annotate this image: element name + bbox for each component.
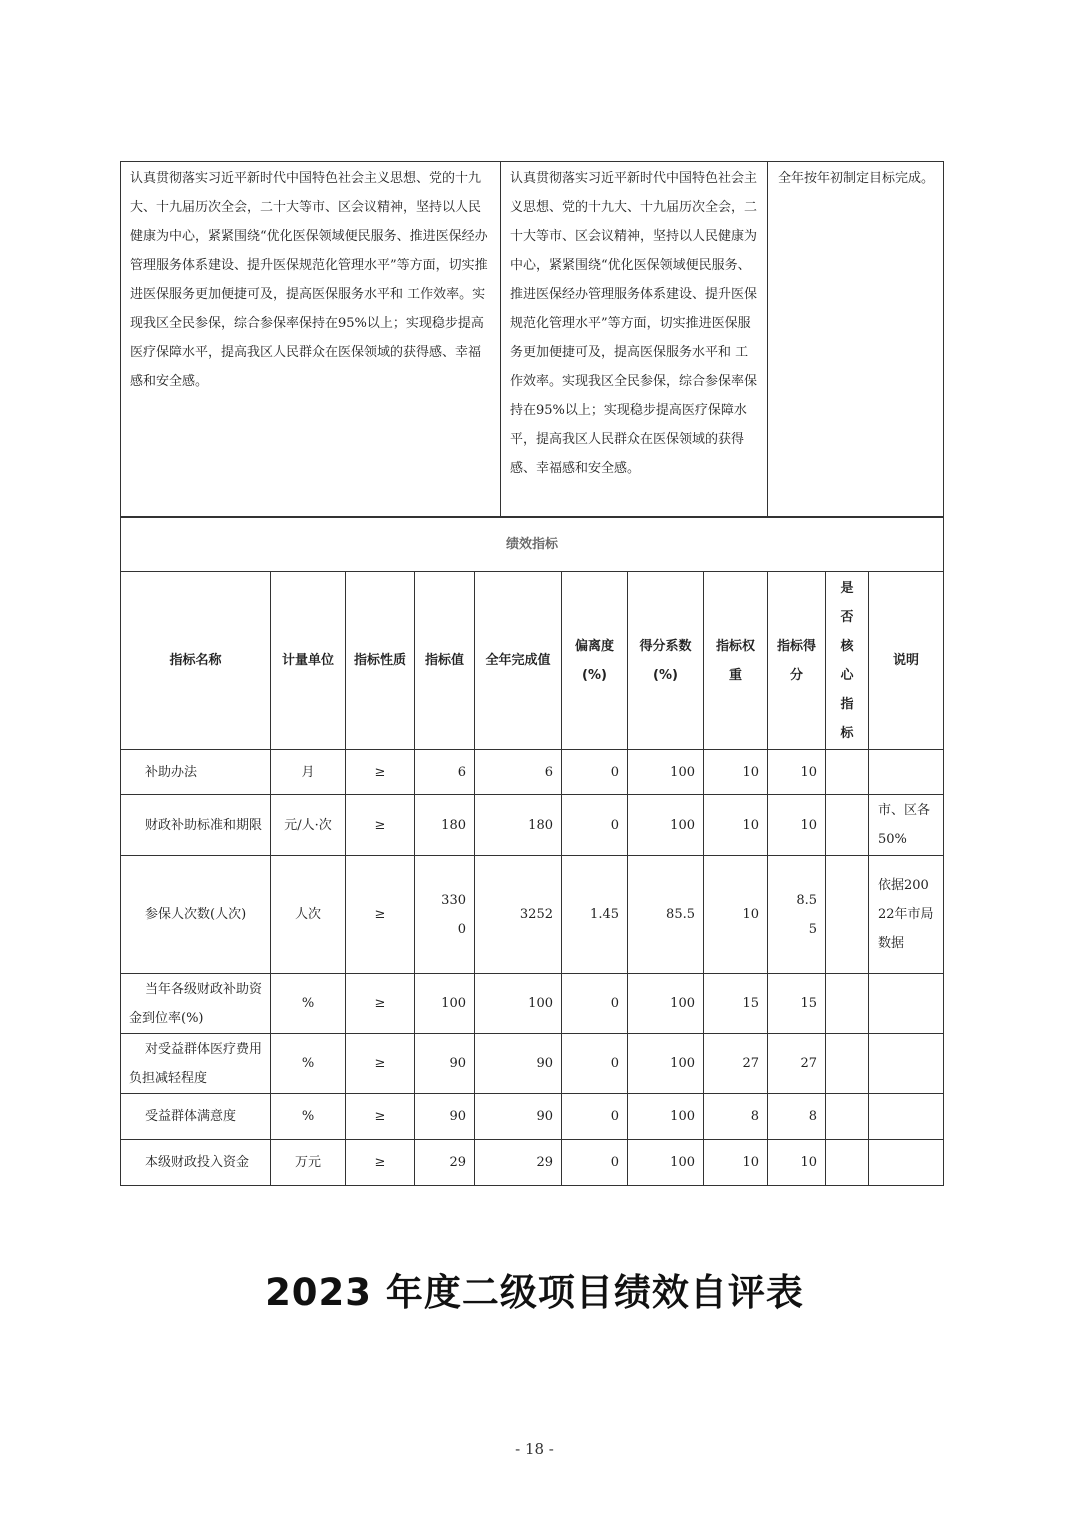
goals-table <box>120 161 944 518</box>
indicator-coef: 100 <box>628 795 704 856</box>
indicator-weight: 10 <box>704 856 768 974</box>
table-row <box>121 974 944 1034</box>
indicator-coef: 100 <box>628 1094 704 1140</box>
table-row <box>121 1094 944 1140</box>
indicator-name-text: 当年各级财政补助资金到位率(%) <box>129 981 263 1026</box>
indicator-deviation: 0 <box>562 795 628 856</box>
indicator-nature: ≥ <box>346 1094 415 1140</box>
header-weight: 指标权重 <box>704 572 768 750</box>
indicator-name <box>121 795 271 856</box>
indicator-core <box>826 856 869 974</box>
indicator-score: 10 <box>768 795 826 856</box>
indicator-weight: 10 <box>704 1140 768 1186</box>
indicator-core <box>826 1034 869 1094</box>
indicator-actual: 6 <box>475 750 562 795</box>
indicator-note <box>869 974 944 1034</box>
indicator-note: 市、区各50% <box>869 795 944 856</box>
indicator-note <box>869 750 944 795</box>
header-score: 指标得分 <box>768 572 826 750</box>
indicator-deviation: 1.45 <box>562 856 628 974</box>
header-core-text: 是否核心指标 <box>840 580 854 741</box>
indicator-name <box>121 974 271 1034</box>
indicator-actual: 100 <box>475 974 562 1034</box>
document-title: 2023 年度二级项目绩效自评表 <box>265 1271 804 1314</box>
indicator-deviation: 0 <box>562 750 628 795</box>
actual-completion-cell: 认真贯彻落实习近平新时代中国特色社会主义思想、党的十九大、十九届历次全会，二十大等市、区会议精神，坚持以人民健康为中心，紧紧围绕“优化医保领域便民服务、推进医保经办管理服务体系建设、提升医保规范化管理水平”等方面，切实推进医保服务更加便捷可及，提高医保服务水平和 工作效率。实现我区全民参保，综合参保率保持在95%以上；实现稳步提高医疗保障水平，提高我区人民群众在医保领域的获得感、幸福感和安全感。 <box>501 162 768 518</box>
indicator-note: 依据20022年市局数据 <box>869 856 944 974</box>
indicator-coef: 85.5 <box>628 856 704 974</box>
indicator-nature: ≥ <box>346 795 415 856</box>
indicator-name <box>121 1034 271 1094</box>
header-note: 说明 <box>869 572 944 750</box>
indicator-unit: % <box>271 1034 346 1094</box>
indicator-target: 6 <box>415 750 475 795</box>
indicator-score: 10 <box>768 750 826 795</box>
indicator-core <box>826 795 869 856</box>
header-actual: 全年完成值 <box>475 572 562 750</box>
indicator-nature: ≥ <box>346 974 415 1034</box>
header-unit: 计量单位 <box>271 572 346 750</box>
indicator-note <box>869 1140 944 1186</box>
indicator-target: 100 <box>415 974 475 1034</box>
header-nature: 指标性质 <box>346 572 415 750</box>
indicator-score: 10 <box>768 1140 826 1186</box>
indicator-unit: 人次 <box>271 856 346 974</box>
indicator-score: 15 <box>768 974 826 1034</box>
indicator-unit: 元/人·次 <box>271 795 346 856</box>
performance-table <box>120 516 944 1186</box>
indicator-weight: 27 <box>704 1034 768 1094</box>
section-title: 绩效指标 <box>121 517 944 572</box>
indicator-actual: 90 <box>475 1094 562 1140</box>
indicator-weight: 8 <box>704 1094 768 1140</box>
indicator-core <box>826 750 869 795</box>
indicator-deviation: 0 <box>562 1034 628 1094</box>
indicator-score: 8 <box>768 1094 826 1140</box>
indicator-coef: 100 <box>628 974 704 1034</box>
indicator-name: 受益群体满意度 <box>121 1094 271 1140</box>
indicator-unit: 万元 <box>271 1140 346 1186</box>
table-row <box>121 750 944 795</box>
indicator-deviation: 0 <box>562 1094 628 1140</box>
table-row <box>121 856 944 974</box>
indicator-weight: 15 <box>704 974 768 1034</box>
indicator-weight: 10 <box>704 750 768 795</box>
indicator-actual: 29 <box>475 1140 562 1186</box>
goal-explanation-cell: 全年按年初制定目标完成。 <box>768 162 944 518</box>
indicator-actual: 90 <box>475 1034 562 1094</box>
table-row <box>121 795 944 856</box>
indicator-target: 90 <box>415 1094 475 1140</box>
indicator-nature: ≥ <box>346 1034 415 1094</box>
indicator-core <box>826 1094 869 1140</box>
indicator-score: 27 <box>768 1034 826 1094</box>
header-name: 指标名称 <box>121 572 271 750</box>
indicator-nature: ≥ <box>346 856 415 974</box>
table-row <box>121 1034 944 1094</box>
page-number: - 18 - <box>515 1440 554 1458</box>
indicator-target: 3300 <box>415 856 475 974</box>
indicator-nature: ≥ <box>346 750 415 795</box>
indicator-coef: 100 <box>628 1140 704 1186</box>
indicator-target: 180 <box>415 795 475 856</box>
table-row <box>121 1140 944 1186</box>
indicator-target: 29 <box>415 1140 475 1186</box>
indicator-target: 90 <box>415 1034 475 1094</box>
header-coef: 得分系数(%) <box>628 572 704 750</box>
indicator-core <box>826 974 869 1034</box>
header-target: 指标值 <box>415 572 475 750</box>
header-core <box>826 572 869 750</box>
indicator-name-text: 财政补助标准和期限 <box>145 817 263 833</box>
indicator-score: 8.55 <box>768 856 826 974</box>
indicator-nature: ≥ <box>346 1140 415 1186</box>
indicator-unit: % <box>271 1094 346 1140</box>
indicator-actual: 180 <box>475 795 562 856</box>
indicator-core <box>826 1140 869 1186</box>
indicator-coef: 100 <box>628 750 704 795</box>
indicator-name: 补助办法 <box>121 750 271 795</box>
indicator-unit: 月 <box>271 750 346 795</box>
indicator-coef: 100 <box>628 1034 704 1094</box>
indicator-name: 本级财政投入资金 <box>121 1140 271 1186</box>
indicator-unit: % <box>271 974 346 1034</box>
indicator-name: 参保人次数(人次) <box>121 856 271 974</box>
header-deviation: 偏离度(%) <box>562 572 628 750</box>
table-header-row <box>121 572 944 750</box>
annual-goal-cell: 认真贯彻落实习近平新时代中国特色社会主义思想、党的十九大、十九届历次全会，二十大等市、区会议精神，坚持以人民健康为中心，紧紧围绕“优化医保领域便民服务、推进医保经办管理服务体系建设、提升医保规范化管理水平”等方面，切实推进医保服务更加便捷可及，提高医保服务水平和 工作效率。实现我区全民参保，综合参保率保持在95%以上；实现稳步提高医疗保障水平，提高我区人民群众在医保领域的获得感、幸福感和安全感。 <box>121 162 501 518</box>
indicator-note <box>869 1094 944 1140</box>
indicator-actual: 3252 <box>475 856 562 974</box>
indicator-deviation: 0 <box>562 1140 628 1186</box>
indicator-deviation: 0 <box>562 974 628 1034</box>
indicator-note <box>869 1034 944 1094</box>
indicator-name-text: 对受益群体医疗费用负担减轻程度 <box>129 1041 263 1086</box>
indicator-weight: 10 <box>704 795 768 856</box>
